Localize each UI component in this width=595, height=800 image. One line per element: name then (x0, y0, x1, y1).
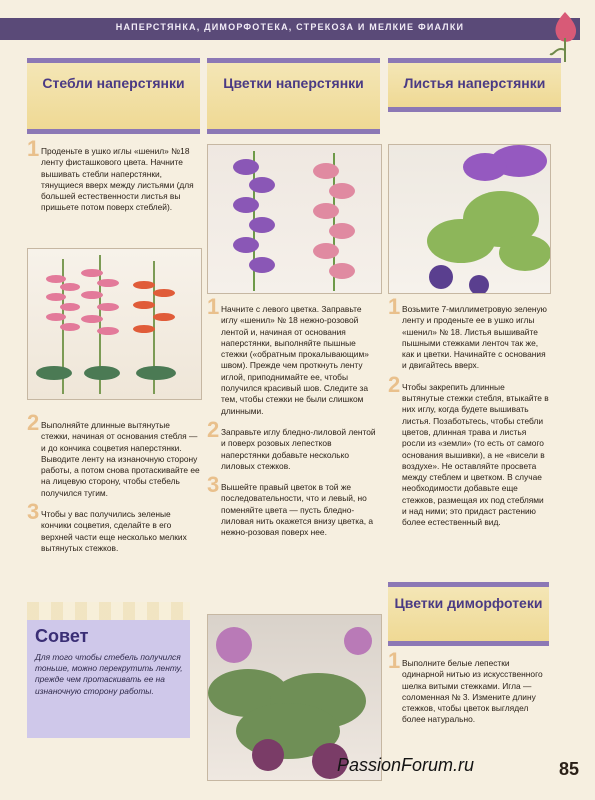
step-text (207, 294, 380, 417)
tip-box (27, 620, 190, 738)
foxglove-leaves-illustration (389, 145, 550, 293)
column-foxglove-leaves (388, 58, 561, 725)
step-number: 1 (207, 294, 220, 319)
step-text (388, 294, 549, 372)
step-number: 1 (388, 648, 401, 673)
photo-foxglove-leaves (388, 144, 551, 294)
photo-foxglove-stems (27, 248, 202, 400)
step-body: Выполняйте длинные вытянутые стежки, начиная от основания стебля — и до кончика соцветия наперстянки. Выводите ленту на изнаночную сторону работы, а потом снова протаскивайте ее на лицевую сторону, чтобы стебель получился тугим. (41, 420, 200, 498)
step-text (388, 371, 549, 529)
section-title: Цветки диморфотеки (394, 595, 543, 611)
header-title: НАПЕРСТЯНКА, ДИМОРФОТЕКА, СТРЕКОЗА И МЕЛКИЕ ФИАЛКИ (115, 22, 465, 32)
flower-decoration-icon (548, 10, 582, 64)
step-body: Заправьте иглу бледно-лиловой лентой и поверх розовых лепестков наперстянки добавьте несколько лиловых стежков. (221, 426, 376, 471)
step-text (207, 472, 380, 538)
watermark: PassionForum.ru (337, 755, 475, 775)
page-number: 85 (558, 759, 579, 779)
section-title: Цветки наперстянки (223, 75, 364, 91)
section-banner (207, 58, 380, 134)
section-banner (388, 582, 549, 646)
foxglove-embroidery-illustration (28, 249, 201, 399)
step-body: Возьмите 7-миллиметровую зеленую ленту и проденьте ее в ушко иглы «шенил» № 18. Листья вышивайте пышными стежками ленточ так же, как и цветки. Начинайте с основания и двигайтесь вверх. (402, 304, 547, 371)
step-body: Выполните белые лепестки одинарной нитью из искусственного шелка витыми стежками. Игла — соломенная № 3. Измените длину стежков, чтобы цветок выглядел более натурально. (402, 658, 543, 725)
step-body: Вышейте правый цветок в той же последовательности, что и левый, но поменяйте цвета — пусть бледно-лиловая нить окажется внизу цветка, а нежно-розовая поверх нее. (221, 482, 374, 538)
step-number: 3 (27, 499, 40, 525)
step-text (207, 416, 380, 472)
section-banner (27, 58, 200, 134)
step-number: 1 (388, 294, 401, 319)
step-number: 2 (27, 410, 40, 435)
foxglove-flowers-illustration (208, 145, 381, 293)
step-body: Чтобы у вас получились зеленые кончики соцветия, сделайте в его верхней части еще несколько мелких вытянутых стежков. (41, 509, 187, 553)
step-text (27, 499, 200, 554)
step-body: Проденьте в ушко иглы «шенил» №18 ленту фисташкового цвета. Начните вышивать стебли наперстянки, тянущиеся вверх между листьями (для большей естественности листья вы пришьете потом поверх стеблей). (41, 146, 194, 213)
section-banner (388, 58, 561, 112)
tip-ribbon-decoration (27, 602, 190, 620)
section-title: Стебли наперстянки (42, 75, 185, 91)
tip-text: Для того чтобы стебель получился тоньше, можно перекрутить ленту, прежде чем протаскивать ее на изнаночную сторону работы. (35, 652, 183, 696)
photo-foxglove-flowers (207, 144, 382, 294)
tip-title: Совет (35, 626, 89, 646)
step-number: 1 (27, 136, 40, 161)
step-body: Чтобы закрепить длинные вытянутые стежки стебля, втыкайте в них иглу, когда будете вышивать листья. Позаботьтесь, чтобы стебли цветов, длинная трава и листья росли из «земли» (то есть от самого основания вышивки), а не «висели в воздухе». Не оставляйте просвета между стеблем и цветком. В случае необходимости добавьте еще стежков, размещая их под стеблями и над ними; это придаст растению более естественный вид. (402, 381, 549, 528)
section-title: Листья наперстянки (403, 75, 546, 91)
step-text (27, 410, 200, 499)
step-text (27, 136, 200, 214)
column-foxglove-stems (27, 58, 200, 553)
step-number: 2 (388, 371, 401, 397)
header-bar (0, 18, 580, 40)
step-text (388, 648, 549, 726)
step-number: 2 (207, 416, 220, 442)
column-foxglove-flowers (207, 58, 380, 538)
step-body: Начните с левого цветка. Заправьте иглу «шенил» № 18 нежно-розовой лентой и, начиная от основания наперстянки, выполняйте пышные стежки («обратным прокалывающим» швом). Прежде чем проткнуть ленту иглой, приподнимайте ее, чтобы получился красивый шов. Следите за тем, чтобы стежки не были слишком длинными. (221, 304, 369, 416)
step-number: 3 (207, 472, 220, 498)
